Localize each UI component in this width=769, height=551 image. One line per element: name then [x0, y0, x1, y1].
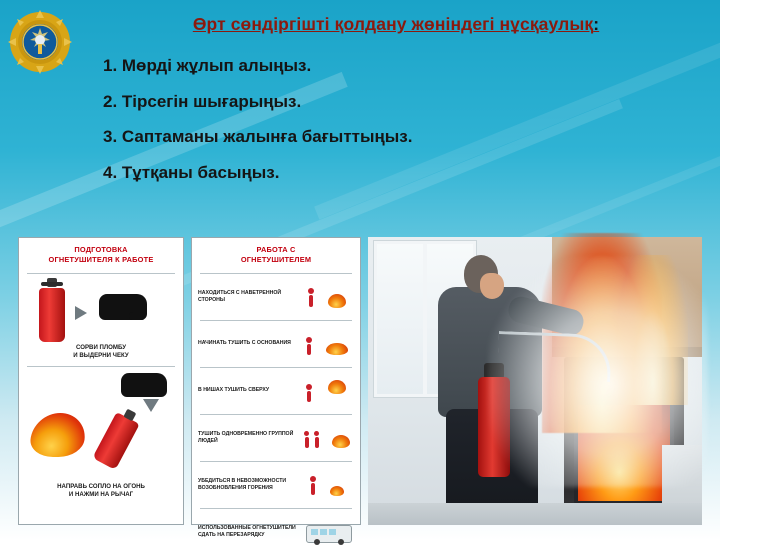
poster-caption-line-2: И ВЫДЕРНИ ЧЕКУ — [73, 352, 129, 360]
poster-caption — [25, 483, 177, 499]
arrow-down-icon — [143, 399, 159, 412]
poster-panel-aim-and-squeeze — [25, 371, 177, 501]
figure-extinguish-from-base-icon — [302, 329, 354, 359]
poster-caption-line-1: НАПРАВЬ СОПЛО НА ОГОНЬ — [57, 483, 145, 491]
list-item — [192, 372, 360, 410]
divider — [200, 414, 352, 415]
list-item — [192, 325, 360, 363]
pin-icon — [129, 312, 145, 320]
flame-icon — [29, 413, 88, 457]
image-strip — [18, 237, 702, 538]
page-title — [96, 14, 696, 35]
list-item: 1. Мөрді жұлып алыңыз. — [103, 56, 312, 75]
page-title-text: Өрт сөндіргішті қолдану жөніндегі нұсқаулық — [192, 14, 594, 34]
poster-row-text: В НИШАХ ТУШИТЬ СВЕРХУ — [198, 387, 270, 394]
page-title-colon: : — [593, 14, 600, 34]
list-item — [192, 466, 360, 504]
divider — [200, 273, 352, 274]
list-item — [192, 419, 360, 457]
poster-row-text: ИСПОЛЬЗОВАННЫЕ ОГНЕТУШИТЕЛИ СДАТЬ НА ПЕРЕЗАРЯДКУ — [198, 524, 296, 538]
list-item: 4. Тұтқаны басыңыз. — [103, 162, 280, 182]
poster-heading-line-1: ПОДГОТОВКА — [74, 245, 128, 254]
poster-caption-line-1: СОРВИ ПЛОМБУ — [75, 344, 127, 352]
poster-working-with-extinguisher — [191, 237, 361, 538]
list-item — [192, 513, 360, 551]
instruction-list — [103, 56, 693, 198]
photo-man-extinguishing-oven-fire — [368, 237, 702, 525]
poster-row-text: НАХОДИТЬСЯ С НАВЕТРЕННОЙ СТОРОНЫ — [198, 289, 282, 303]
list-item — [192, 278, 360, 316]
extinguisher-icon — [39, 286, 65, 342]
hand-icon — [121, 373, 167, 397]
poster-caption-line-2: И НАЖМИ НА РЫЧАГ — [68, 491, 134, 499]
divider — [200, 461, 352, 462]
poster-heading — [192, 238, 360, 269]
recharge-truck-icon — [302, 517, 354, 547]
poster-row-text: УБЕДИТЬСЯ В НЕВОЗМОЖНОСТИ ВОЗОБНОВЛЕНИЯ ГОРЕНИЯ — [198, 477, 287, 491]
arrow-right-icon — [75, 306, 87, 320]
poster-row-text: ТУШИТЬ ОДНОВРЕМЕННО ГРУППОЙ ЛЮДЕЙ — [198, 430, 294, 444]
figure-group-extinguish-icon — [302, 423, 354, 453]
poster-extinguisher-preparation — [18, 237, 184, 525]
divider — [200, 367, 352, 368]
poster-panel-pull-pin — [25, 278, 177, 362]
divider — [27, 366, 175, 367]
figure-windward-side-icon — [302, 282, 354, 312]
extinguisher-icon — [92, 412, 139, 470]
list-item: 2. Тірсегін шығарыңыз. — [103, 91, 302, 111]
divider — [200, 508, 352, 509]
poster-heading — [19, 238, 183, 269]
figure-check-reignition-icon — [302, 470, 354, 500]
poster-heading-line-1: РАБОТА С — [256, 245, 296, 254]
photo-floor — [368, 503, 702, 525]
photo-smoke — [488, 257, 708, 487]
kazakhstan-emblem-icon — [8, 10, 72, 74]
figure-niche-extinguish-icon — [302, 376, 354, 406]
divider — [200, 320, 352, 321]
poster-caption — [25, 344, 177, 360]
poster-heading-line-2: ОГНЕТУШИТЕЛЯ К РАБОТЕ — [48, 254, 154, 264]
poster-row-text: НАЧИНАТЬ ТУШИТЬ С ОСНОВАНИЯ — [198, 340, 291, 347]
list-item: 3. Саптаманы жалынға бағыттыңыз. — [103, 127, 413, 147]
divider — [27, 273, 175, 274]
poster-heading-line-2: ОГНЕТУШИТЕЛЕМ — [240, 254, 312, 264]
